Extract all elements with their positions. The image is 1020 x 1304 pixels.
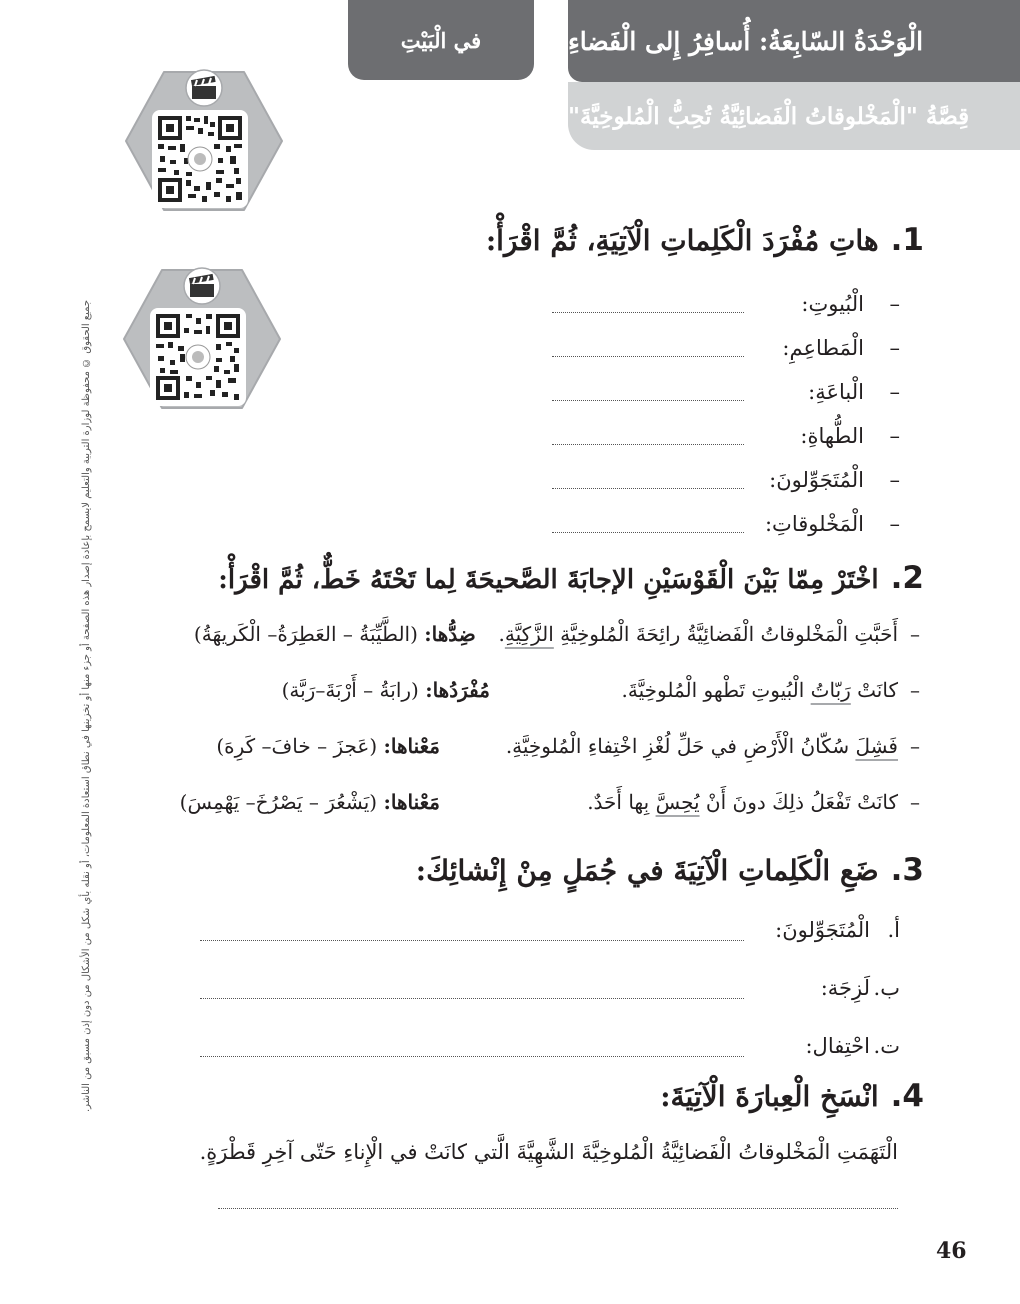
choice-options[interactable]: (الطَّيِّبَةُ – العَطِرَةُ– الْكَريهَةُ) xyxy=(193,622,418,646)
copyright-note: جميع الحقوق © محفوظة لوزارة التربية والتعليم لايسمح بإعادة إصدار هذه الصفحة أو جزء منها أو تخزينها في نطاق استعادة المعلومات، أو نقله بأي شكل من الأشكال من دون إذن مسبق من الناشر. xyxy=(81,300,92,1113)
choice-options[interactable]: (يَشْعُرَ – يَصْرُخَ– يَهْمِسَ) xyxy=(179,790,378,814)
answer-line[interactable] xyxy=(200,1056,744,1057)
item-letter: أ. xyxy=(887,918,900,942)
sentence-post: بِها أَحَدٌ. xyxy=(587,790,656,814)
copy-sentence: الْتَهَمَتِ الْمَخْلوقاتُ الْفَضائِيَّةُ الْمُلوخِيَّةَ الشَّهِيَّةَ الَّتي كانَتْ في الْإِناءِ حَتّى آخِرِ قَطْرَةٍ. xyxy=(199,1140,898,1164)
question-4-number: 4. xyxy=(890,1078,924,1114)
question-3-number: 3. xyxy=(890,852,924,888)
item-word: احْتِفال: xyxy=(805,1034,870,1058)
question-2-heading xyxy=(218,560,924,596)
home-tab-label: في الْبَيْتِ xyxy=(400,27,482,53)
page-number: 46 xyxy=(936,1238,967,1264)
choice-group xyxy=(180,790,440,814)
question-2-number: 2. xyxy=(890,560,924,596)
choice-label: ضِدُّها: xyxy=(424,622,476,646)
story-title-band xyxy=(568,82,1020,150)
unit-title-band xyxy=(568,0,1020,82)
item-word: الْمُتَجَوِّلونَ: xyxy=(775,918,870,942)
underlined-word: الزَّكِيَّةِ xyxy=(504,622,554,646)
item-word: الْمُتَجَوِّلونَ: xyxy=(769,468,864,492)
answer-line[interactable] xyxy=(552,400,744,401)
choice-label: مَعْناها: xyxy=(383,790,440,814)
unit-title: الْوَحْدَةُ السّابِعَةُ: أُسافِرُ إِلى الْفَضاءِ xyxy=(568,26,924,56)
question-1-heading xyxy=(486,222,924,258)
sentence-post: . xyxy=(498,622,505,646)
choice-row: – أَحَبَّتِ الْمَخْلوقاتُ الْفَضائِيَّةُ رائِحَةَ الْمُلوخِيَّةِ الزَّكِيَّةِ. ضِدُّها: (الطَّيِّبَةُ – العَطِرَةُ– الْكَريهَةُ) xyxy=(193,622,920,646)
qr-code-badge[interactable] xyxy=(120,264,284,414)
underlined-word: رَبّاتُ xyxy=(810,678,851,702)
sentence-pre: كانَتْ xyxy=(850,678,898,702)
choice-row: – كانَتْ رَبّاتُ الْبُيوتِ تَطْهو الْمُلوخِيَّةَ. xyxy=(621,678,920,702)
choice-group xyxy=(216,734,440,758)
answer-line[interactable] xyxy=(218,1208,898,1209)
item-word: الْباعَةِ: xyxy=(808,380,864,404)
answer-line[interactable] xyxy=(552,444,744,445)
choice-row: – فَشِلَ سُكّانُ الْأَرْضِ في حَلِّ لُغْزِ اخْتِفاءِ الْمُلوخِيَّةِ. xyxy=(505,734,920,758)
underlined-word: يُحِسَّ xyxy=(655,790,700,814)
underlined-word: فَشِلَ xyxy=(855,734,898,758)
sentence-pre: كانَتْ تَفْعَلُ ذلِكَ دونَ أَنْ xyxy=(699,790,898,814)
item-word: الطُّهاةِ: xyxy=(800,424,864,448)
item-word: الْمَطاعِمِ: xyxy=(782,336,864,360)
home-tab xyxy=(348,0,534,80)
item-word: لَزِجَة: xyxy=(820,976,870,1000)
question-2-text: اخْتَرْ مِمّا بَيْنَ الْقَوْسَيْنِ الإجابَةَ الصَّحيحَةَ لِما تَحْتَهُ خَطٌّ، ثُمَّ اقْرَأْ: xyxy=(218,565,879,595)
choice-row: – كانَتْ تَفْعَلُ ذلِكَ دونَ أَنْ يُحِسَّ بِها أَحَدٌ. xyxy=(587,790,920,814)
choice-label: مُفْرَدُها: xyxy=(425,678,490,702)
answer-line[interactable] xyxy=(552,532,744,533)
choice-options[interactable]: (رابَةُ – أَرْبَةَ–رَبَّة) xyxy=(281,678,419,702)
qr-code-badge[interactable] xyxy=(122,66,286,216)
answer-line[interactable] xyxy=(552,312,744,313)
question-4-text: انْسَخِ الْعِبارَةَ الْآتِيَةَ: xyxy=(660,1080,879,1113)
question-3-heading xyxy=(416,852,924,888)
question-3-text: ضَعِ الْكَلِماتِ الْآتِيَةَ في جُمَلٍ مِنْ إِنْشائِكَ: xyxy=(415,854,879,887)
item-word: الْمَخْلوقاتِ: xyxy=(764,512,864,536)
choice-group xyxy=(282,678,490,702)
choice-label: مَعْناها: xyxy=(383,734,440,758)
question-1-number: 1. xyxy=(890,222,924,258)
question-3-items xyxy=(200,918,900,1068)
sentence-post: سُكّانُ الْأَرْضِ في حَلِّ لُغْزِ اخْتِفاءِ الْمُلوخِيَّةِ. xyxy=(505,734,856,758)
answer-line[interactable] xyxy=(200,998,744,999)
answer-line[interactable] xyxy=(200,940,744,941)
choice-options[interactable]: (عَجزَ – خافَ– كَرِهَ) xyxy=(216,734,378,758)
answer-line[interactable] xyxy=(552,488,744,489)
question-1-text: هاتِ مُفْرَدَ الْكَلِماتِ الْآتِيَةِ، ثُمَّ اقْرَأْ: xyxy=(485,224,879,257)
item-word: الْبُيوتِ: xyxy=(801,292,864,316)
item-letter: ت. xyxy=(873,1034,900,1058)
sentence-pre: أَحَبَّتِ الْمَخْلوقاتُ الْفَضائِيَّةُ رائِحَةَ الْمُلوخِيَّةِ xyxy=(553,622,898,646)
answer-line[interactable] xyxy=(552,356,744,357)
question-4-heading xyxy=(660,1078,924,1114)
sentence-post: الْبُيوتِ تَطْهو الْمُلوخِيَّةَ. xyxy=(621,678,811,702)
item-letter: ب. xyxy=(873,976,900,1000)
story-title: قِصَّةُ "الْمَخْلوقاتُ الْفَضائِيَّةُ تُحِبُّ الْمُلوخِيَّةَ" xyxy=(568,102,970,130)
